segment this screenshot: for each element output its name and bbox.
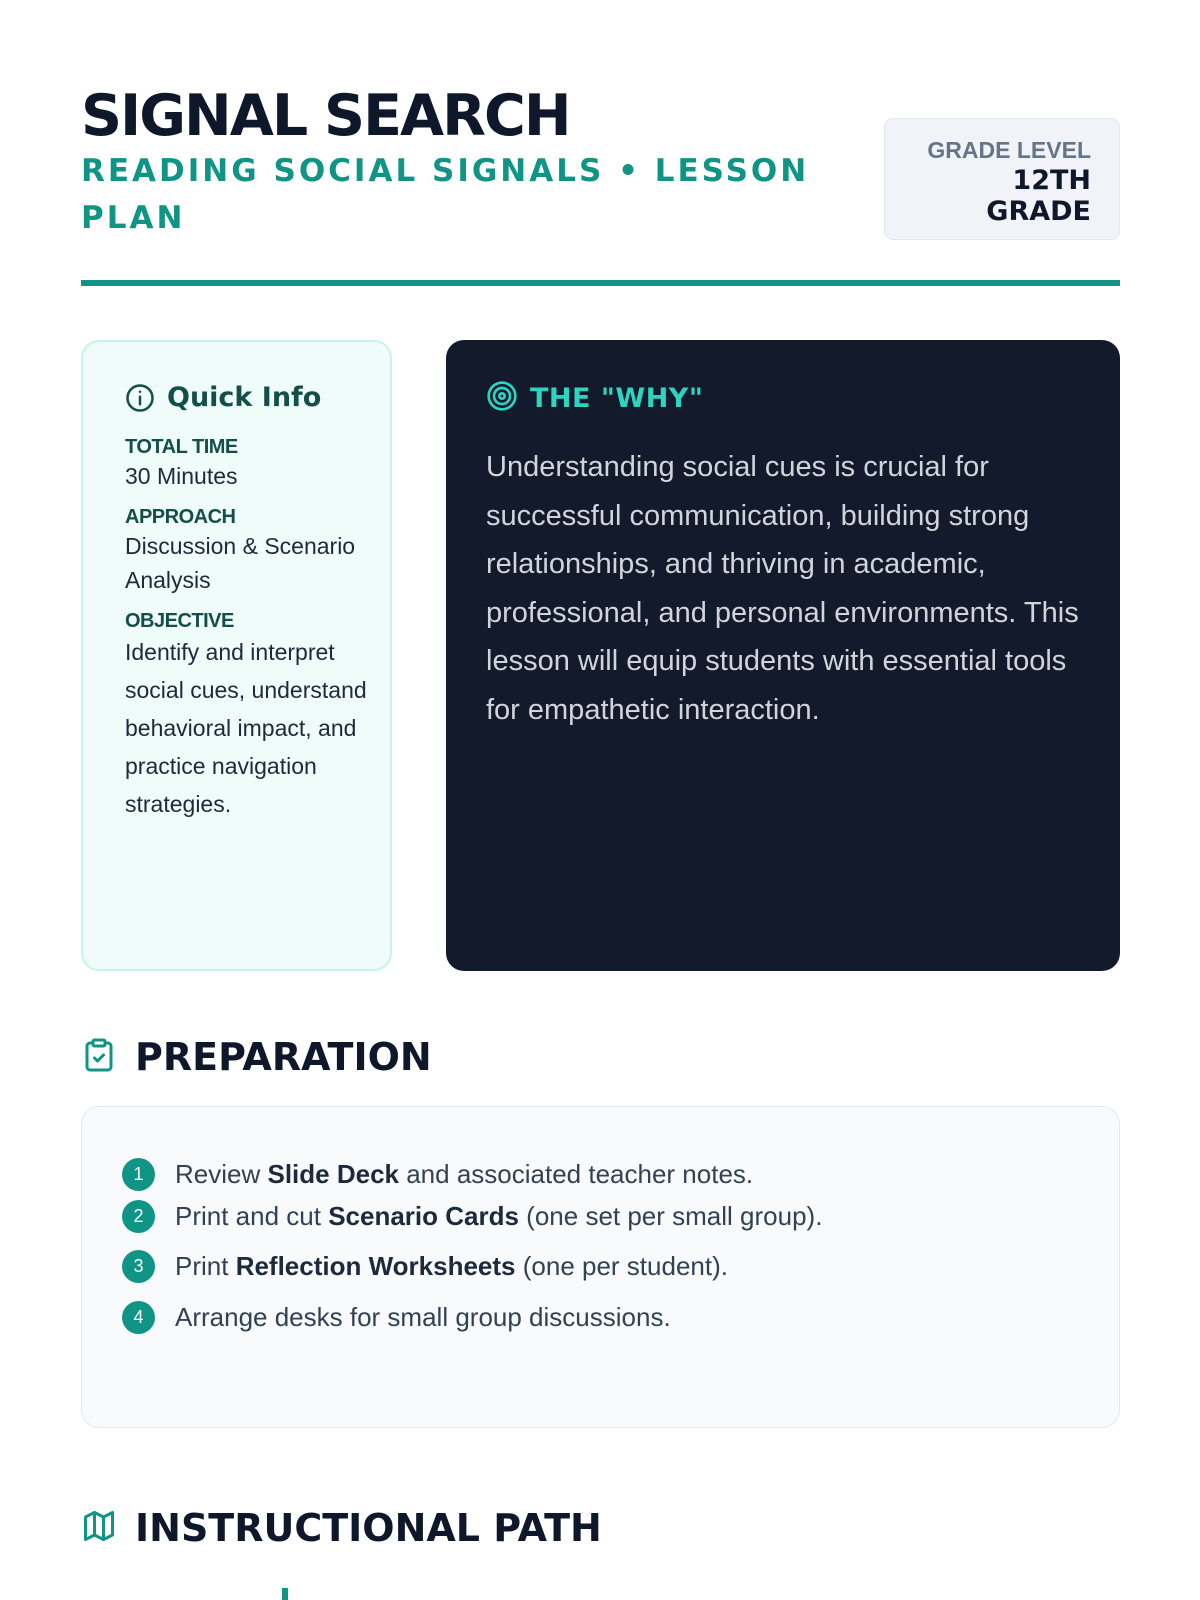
header xyxy=(81,82,1120,282)
objective-label: OBJECTIVE xyxy=(125,610,234,632)
step-number-badge: 4 xyxy=(122,1301,155,1334)
map-icon xyxy=(81,1508,117,1549)
target-icon xyxy=(486,380,518,417)
step-number-badge: 3 xyxy=(122,1250,155,1283)
why-header xyxy=(486,380,1080,417)
quick-info-header xyxy=(125,382,370,413)
grade-level-value-line2: GRADE xyxy=(986,196,1091,227)
approach-value: Discussion & Scenario Analysis xyxy=(125,533,356,593)
timeline-line xyxy=(282,1588,288,1600)
preparation-list xyxy=(122,1149,1079,1351)
quick-info-title: Quick Info xyxy=(167,382,322,413)
step-text: Print and cut Scenario Cards (one set per small group). xyxy=(175,1200,823,1231)
instructional-path-title: INSTRUCTIONAL PATH xyxy=(135,1506,602,1550)
instructional-path-header xyxy=(81,1505,602,1551)
total-time-label: TOTAL TIME xyxy=(125,436,238,458)
list-item xyxy=(122,1284,1079,1351)
page-subtitle: READING SOCIAL SIGNALS • LESSON PLAN xyxy=(81,153,810,236)
total-time-value: 30 Minutes xyxy=(125,463,238,489)
step-number-badge: 2 xyxy=(122,1200,155,1233)
why-title: THE "WHY" xyxy=(530,383,704,414)
grade-level-label: GRADE LEVEL xyxy=(927,137,1091,163)
preparation-card xyxy=(81,1106,1120,1428)
step-text: Arrange desks for small group discussions. xyxy=(175,1301,671,1332)
clipboard-check-icon xyxy=(81,1036,117,1079)
grade-level-value-line1: 12TH xyxy=(1012,165,1091,196)
grade-level-badge xyxy=(884,118,1120,240)
step-number-badge: 1 xyxy=(122,1158,155,1191)
approach-label: APPROACH xyxy=(125,506,236,528)
step-text: Review Slide Deck and associated teacher notes. xyxy=(175,1158,754,1189)
preparation-title: PREPARATION xyxy=(135,1035,432,1079)
header-divider xyxy=(81,280,1120,286)
preparation-header xyxy=(81,1034,432,1080)
page-title: SIGNAL SEARCH xyxy=(81,83,570,149)
why-card xyxy=(446,340,1120,971)
step-text: Print Reflection Worksheets (one per student). xyxy=(175,1251,728,1282)
why-body: Understanding social cues is crucial for successful communication, building strong relationships, and thriving in academic, professional, and personal environments. This lesson will equip students with essential tools for empathetic interaction. xyxy=(486,451,1079,726)
info-circle-icon xyxy=(125,383,155,413)
objective-value: Identify and interpret social cues, understand behavioral impact, and practice navigation strategies. xyxy=(125,639,367,817)
quick-info-card xyxy=(81,340,392,971)
